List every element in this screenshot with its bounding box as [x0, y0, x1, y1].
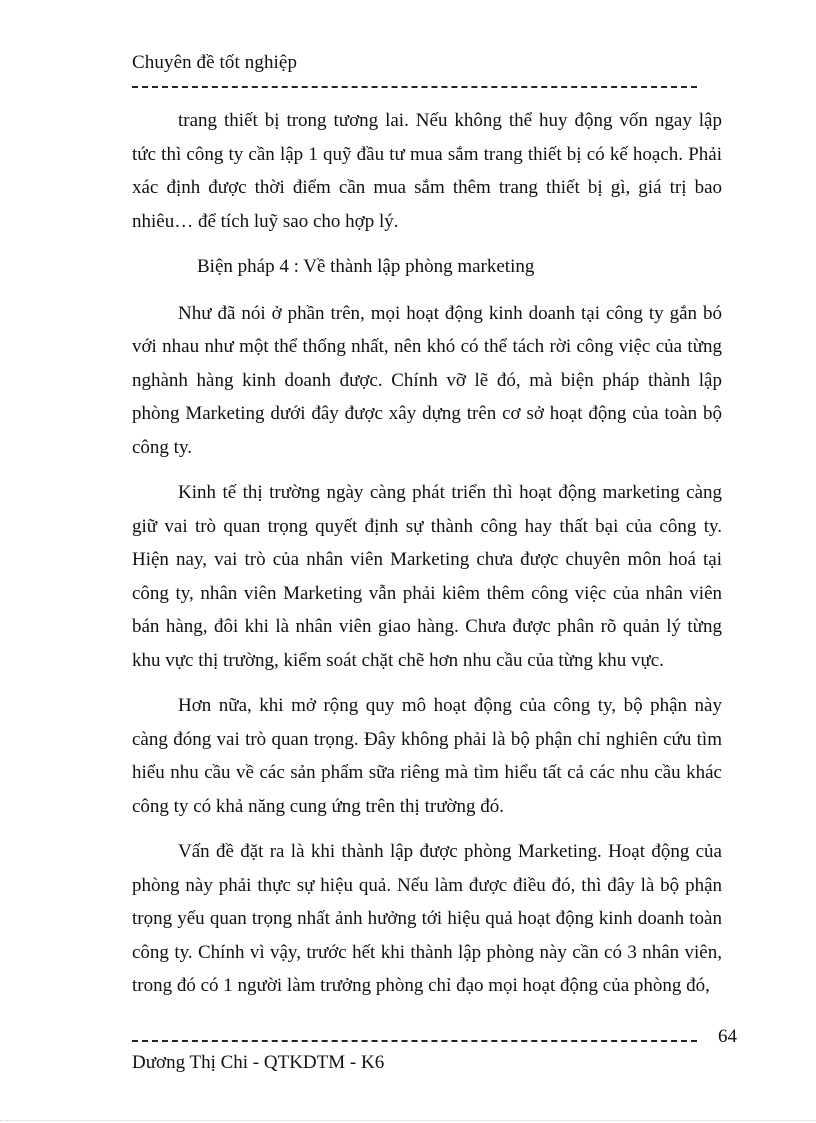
footer-divider — [132, 1040, 697, 1042]
paragraph: Kinh tế thị trường ngày càng phát triển thì hoạt động marketing càng giữ vai trò quan trọng quyết định sự thành công hay thất bại của công ty. Hiện nay, vai trò của nhân viên Marketing chưa được chuyên môn hoá tại công ty, nhân viên Marketing vẫn phải kiêm thêm công việc của nhân viên bán hàng, đôi khi là nhân viên giao hàng. Chưa được phân rõ quản lý từng khu vực thị trường, kiểm soát chặt chẽ hơn nhu cầu của từng khu vực. — [132, 482, 722, 671]
paragraph: Như đã nói ở phần trên, mọi hoạt động kinh doanh tại công ty gắn bó với nhau như một thể thống nhất, nên khó có thể tách rời công việc của từng nghành hàng kinh doanh được. Chính vỡ lẽ đó, mà biện pháp thành lập phòng Marketing dưới đây được xây dựng trên cơ sở hoạt động của toàn bộ công ty. — [132, 302, 722, 458]
header-title: Chuyên đề tốt nghiệp — [132, 52, 298, 73]
footer-author: Dương Thị Chi - QTKDTM - K6 — [132, 1052, 385, 1073]
section-heading: Biện pháp 4 : Về thành lập phòng marketing — [197, 256, 535, 277]
paragraph: trang thiết bị trong tương lai. Nếu không thể huy động vốn ngay lập tức thì công ty cần lập 1 quỹ đầu tư mua sắm trang thiết bị có kế hoạch. Phải xác định được thời điểm cần mua sắm thêm trang thiết bị gì, giá trị bao nhiêu… để tích luỹ sao cho hợp lý. — [132, 110, 722, 232]
page-number: 64 — [718, 1026, 737, 1047]
header-divider — [132, 86, 697, 88]
paragraph: Hơn nữa, khi mở rộng quy mô hoạt động của công ty, bộ phận này càng đóng vai trò quan trọng. Đây không phải là bộ phận chỉ nghiên cứu tìm hiểu nhu cầu về các sản phẩm sữa riêng mà tìm hiểu tất cả các nhu cầu khác công ty có khả năng cung ứng trên thị trường đó. — [132, 695, 722, 817]
body-text — [132, 104, 722, 1015]
paragraph: Vấn đề đặt ra là khi thành lập được phòng Marketing. Hoạt động của phòng này phải thực sự hiệu quả. Nếu làm được điều đó, thì đây là bộ phận trọng yếu quan trọng nhất ảnh hưởng tới hiệu quả hoạt động kinh doanh toàn công ty. Chính vì vậy, trước hết khi thành lập phòng này cần có 3 nhân viên, trong đó có 1 người làm trưởng phòng chỉ đạo mọi hoạt động của phòng đó, — [132, 841, 722, 996]
page-edge-divider — [0, 1120, 816, 1121]
